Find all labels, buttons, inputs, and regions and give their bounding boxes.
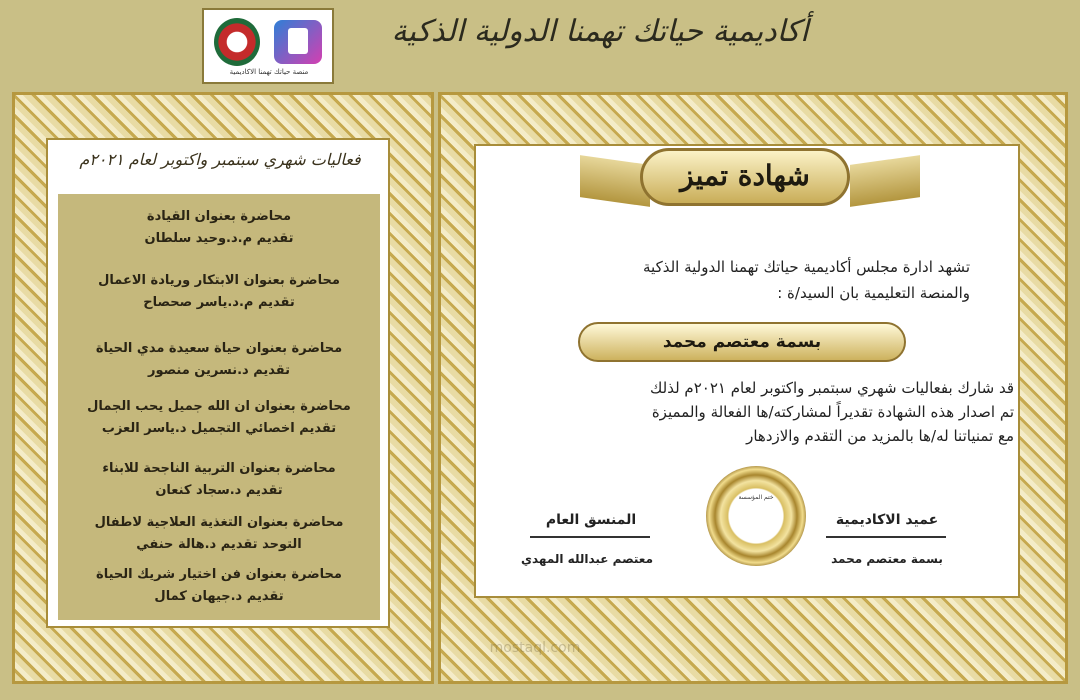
list-item <box>64 512 374 556</box>
lecture-presenter: تقديم د.جيهان كمال <box>154 589 284 604</box>
lecture-presenter: تقديم اخصائي التجميل د.ياسر العزب <box>101 421 337 436</box>
emblem-icon <box>214 18 260 66</box>
lecture-title: محاضرة بعنوان التربية الناجحة للابناء <box>102 461 336 476</box>
platform-logo-icon <box>274 20 322 64</box>
lecture-presenter: تقديم م.د.وحيد سلطان <box>144 231 294 246</box>
coordinator-signature-line <box>530 536 650 538</box>
intro-line: والمنصة التعليمية بان السيد/ة : <box>777 284 970 302</box>
body-line: قد شارك بفعاليات شهري سبتمبر واكتوبر لعام ٢٠٢١م لذلك <box>649 379 1014 397</box>
page-title: أكاديمية حياتك تهمنا الدولية الذكية <box>391 14 809 49</box>
lecture-presenter: التوحد تقديم د.هالة حنفي <box>136 537 302 552</box>
logo-caption: منصة حياتك تهمنا الاكاديمية <box>229 68 309 76</box>
lecture-title: محاضرة بعنوان حياة سعيدة مدي الحياة <box>95 341 343 356</box>
list-item <box>64 396 374 440</box>
academy-logo <box>202 8 334 84</box>
lecture-presenter: تقديم م.د.ياسر صحصاح <box>143 295 295 310</box>
list-item <box>64 564 374 608</box>
events-heading: فعاليات شهري سبتمبر واكتوبر لعام ٢٠٢١م <box>79 150 361 169</box>
lecture-presenter: تقديم د.نسرين منصور <box>147 363 291 378</box>
lecture-title: محاضرة بعنوان القيادة <box>146 209 292 224</box>
list-item <box>64 270 374 314</box>
lecture-title: محاضرة بعنوان ان الله جميل يحب الجمال <box>87 399 351 414</box>
intro-line: تشهد ادارة مجلس أكاديمية حياتك تهمنا الدولية الذكية <box>643 258 970 276</box>
list-item <box>64 206 374 250</box>
list-item <box>64 458 374 502</box>
list-item <box>64 338 374 382</box>
lecture-title: محاضرة بعنوان التغذية العلاجية لاطفال <box>94 515 344 530</box>
lecture-title: محاضرة بعنوان الابتكار وريادة الاعمال <box>98 273 340 288</box>
body-line: مع تمنياتنا له/ها بالمزيد من التقدم والازدهار <box>746 427 1014 445</box>
watermark: mostaql.com <box>489 640 581 656</box>
lecture-presenter: تقديم د.سجاد كنعان <box>155 483 283 498</box>
dean-label: عميد الاكاديمية <box>835 512 939 528</box>
dean-name: بسمة معتصم محمد <box>831 552 943 566</box>
lecture-title: محاضرة بعنوان فن اختيار شريك الحياة <box>96 567 342 582</box>
recipient-name: بسمة معتصم محمد <box>578 322 906 362</box>
seal-text: ختم المؤسسة <box>738 494 774 501</box>
seal-icon <box>706 466 806 566</box>
coordinator-label: المنسق العام <box>545 512 637 528</box>
body-line: تم اصدار هذه الشهادة تقديراً لمشاركته/ها الفعالة والمميزة <box>651 403 1014 421</box>
certificate-body <box>490 376 1014 448</box>
dean-signature-line <box>826 536 946 538</box>
certificate-title: شهادة تميز <box>640 148 850 206</box>
certificate-intro <box>490 254 970 306</box>
coordinator-name: معتصم عبدالله المهدي <box>520 552 654 566</box>
